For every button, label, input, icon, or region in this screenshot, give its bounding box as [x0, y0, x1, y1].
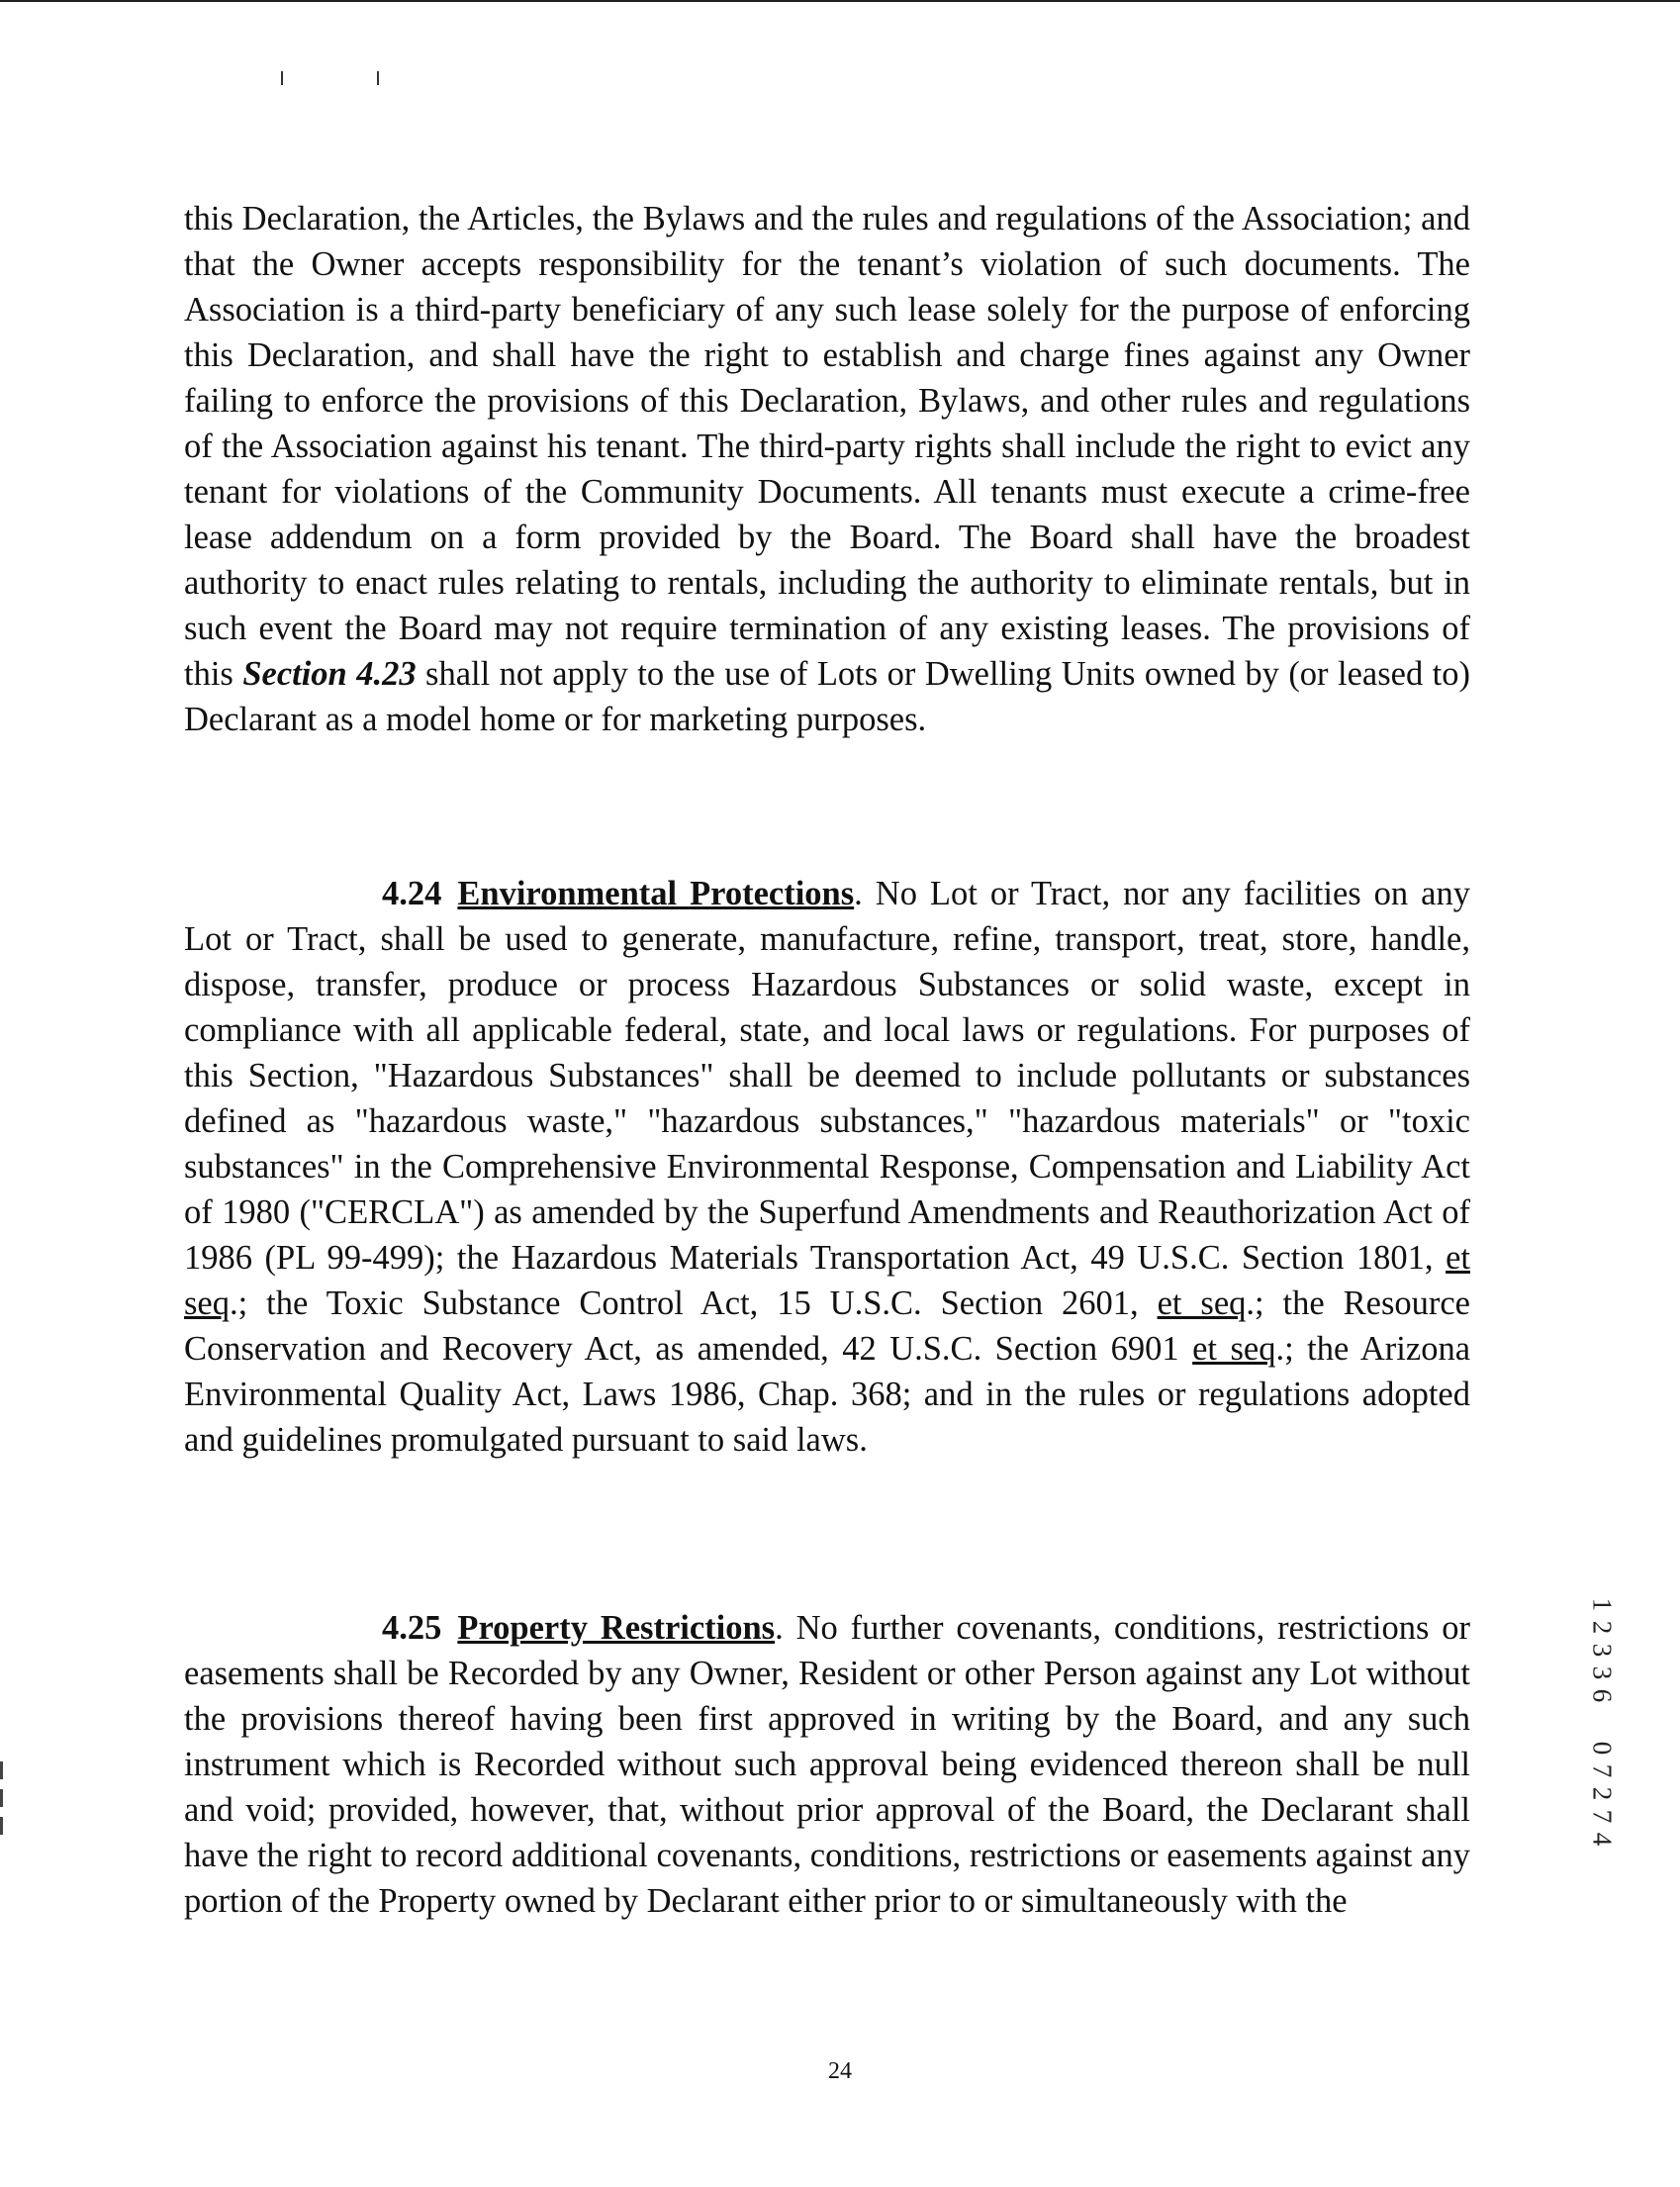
et-seq-citation: et seq [1192, 1330, 1276, 1368]
paragraph-text: . No Lot or Tract, nor any facilities on any Lot or Tract, shall be used to generate, manufacture, refine, transport, treat, store, handle, dispose, transfer, produce or process Hazardous Substances or solid waste, except in compliance with all applicable federal, state, and local laws or regulations. For purposes of this Section, "Hazardous Substances" shall be deemed to include pollutants or substances defined as "hazardous waste," "hazardous substances," "hazardous materials" or "toxic substances" in the Comprehensive Environmental Response, Compensation and Liability Act of 1980 ("CERCLA") as amended by the Superfund Amendments and Reauthorization Act of 1986 (PL 99-499); the Hazardous Materials Transportation Act, 49 U.S.C. Section 1801, [184, 875, 1470, 1277]
paragraph-4-25 [184, 1605, 1470, 1924]
recording-digit: 6 [1587, 1688, 1618, 1703]
scan-mark [281, 71, 283, 85]
top-border-line [0, 0, 1680, 2]
paragraph-4-23-continuation [184, 196, 1470, 742]
recording-digit: 3 [1587, 1643, 1618, 1658]
paragraph-text: .; the Arizona Environmental Quality Act, Laws 1986, Chap. 368; and in the rules or regulations adopted and guidelines promulgated pursuant to said laws. [184, 1330, 1471, 1459]
section-number: 4.25 [382, 1609, 442, 1647]
section-heading: Property Restrictions [457, 1609, 776, 1647]
paragraph-text: . No further covenants, conditions, restrictions or easements shall be Recorded by any Owner, Resident or other Person against any Lot without the provisions thereof having been first approved in writing by the Board, and any such instrument which is Recorded without such approval being evidenced thereon shall be null and void; provided, however, that, without prior approval of the Board, the Declarant shall have the right to record additional covenants, conditions, restrictions or easements against any portion of the Property owned by Declarant either prior to or simultaneously with the [184, 1609, 1470, 1920]
scan-edge-mark [0, 1789, 3, 1807]
recording-digit: 3 [1587, 1665, 1618, 1680]
recording-digit: 1 [1587, 1597, 1618, 1612]
et-seq-citation: et seq [184, 1239, 1470, 1322]
recording-digit: 2 [1587, 1786, 1618, 1801]
section-reference: Section 4.23 [242, 655, 417, 693]
recording-digit: 2 [1587, 1620, 1618, 1635]
recording-digit: 7 [1587, 1809, 1618, 1824]
section-number: 4.24 [382, 875, 442, 912]
scan-edge-mark [0, 1817, 3, 1835]
recording-number-stamp [1587, 1593, 1617, 1851]
scan-edge-mark [0, 1761, 3, 1779]
paragraph-text: .; the Toxic Substance Control Act, 15 U.S.C. Section 2601, [230, 1284, 1158, 1322]
recording-gap [1587, 1707, 1617, 1737]
section-heading: Environmental Protections [457, 875, 855, 912]
recording-digit: 0 [1587, 1741, 1618, 1756]
et-seq-citation: et seq [1157, 1284, 1247, 1322]
recording-digit: 4 [1587, 1832, 1618, 1847]
paragraph-text: .; the Resource Conservation and Recovery Act, as amended, 42 U.S.C. Section 6901 [184, 1284, 1470, 1368]
page-number: 24 [828, 2058, 852, 2084]
recording-digit: 7 [1587, 1763, 1618, 1778]
scan-mark [377, 71, 379, 85]
paragraph-text: this Declaration, the Articles, the Bylaws and the rules and regulations of the Association; and that the Owner accepts responsibility for the tenant’s violation of such documents. The Association is a third-party beneficiary of any such lease solely for the purpose of enforcing this Declaration, and shall have the right to establish and charge fines against any Owner failing to enforce the provisions of this Declaration, Bylaws, and other rules and regulations of the Association against his tenant. The third-party rights shall include the right to evict any tenant for violations of the Community Documents. All tenants must execute a crime-free lease addendum on a form provided by the Board. The Board shall have the broadest authority to enact rules relating to rentals, including the authority to eliminate rentals, but in such event the Board may not require termination of any existing leases. The provisions of this [184, 200, 1470, 693]
paragraph-4-24 [184, 871, 1470, 1463]
paragraph-text: shall not apply to the use of Lots or Dwelling Units owned by (or leased to) Declarant as a model home or for marketing purposes. [184, 655, 1470, 738]
